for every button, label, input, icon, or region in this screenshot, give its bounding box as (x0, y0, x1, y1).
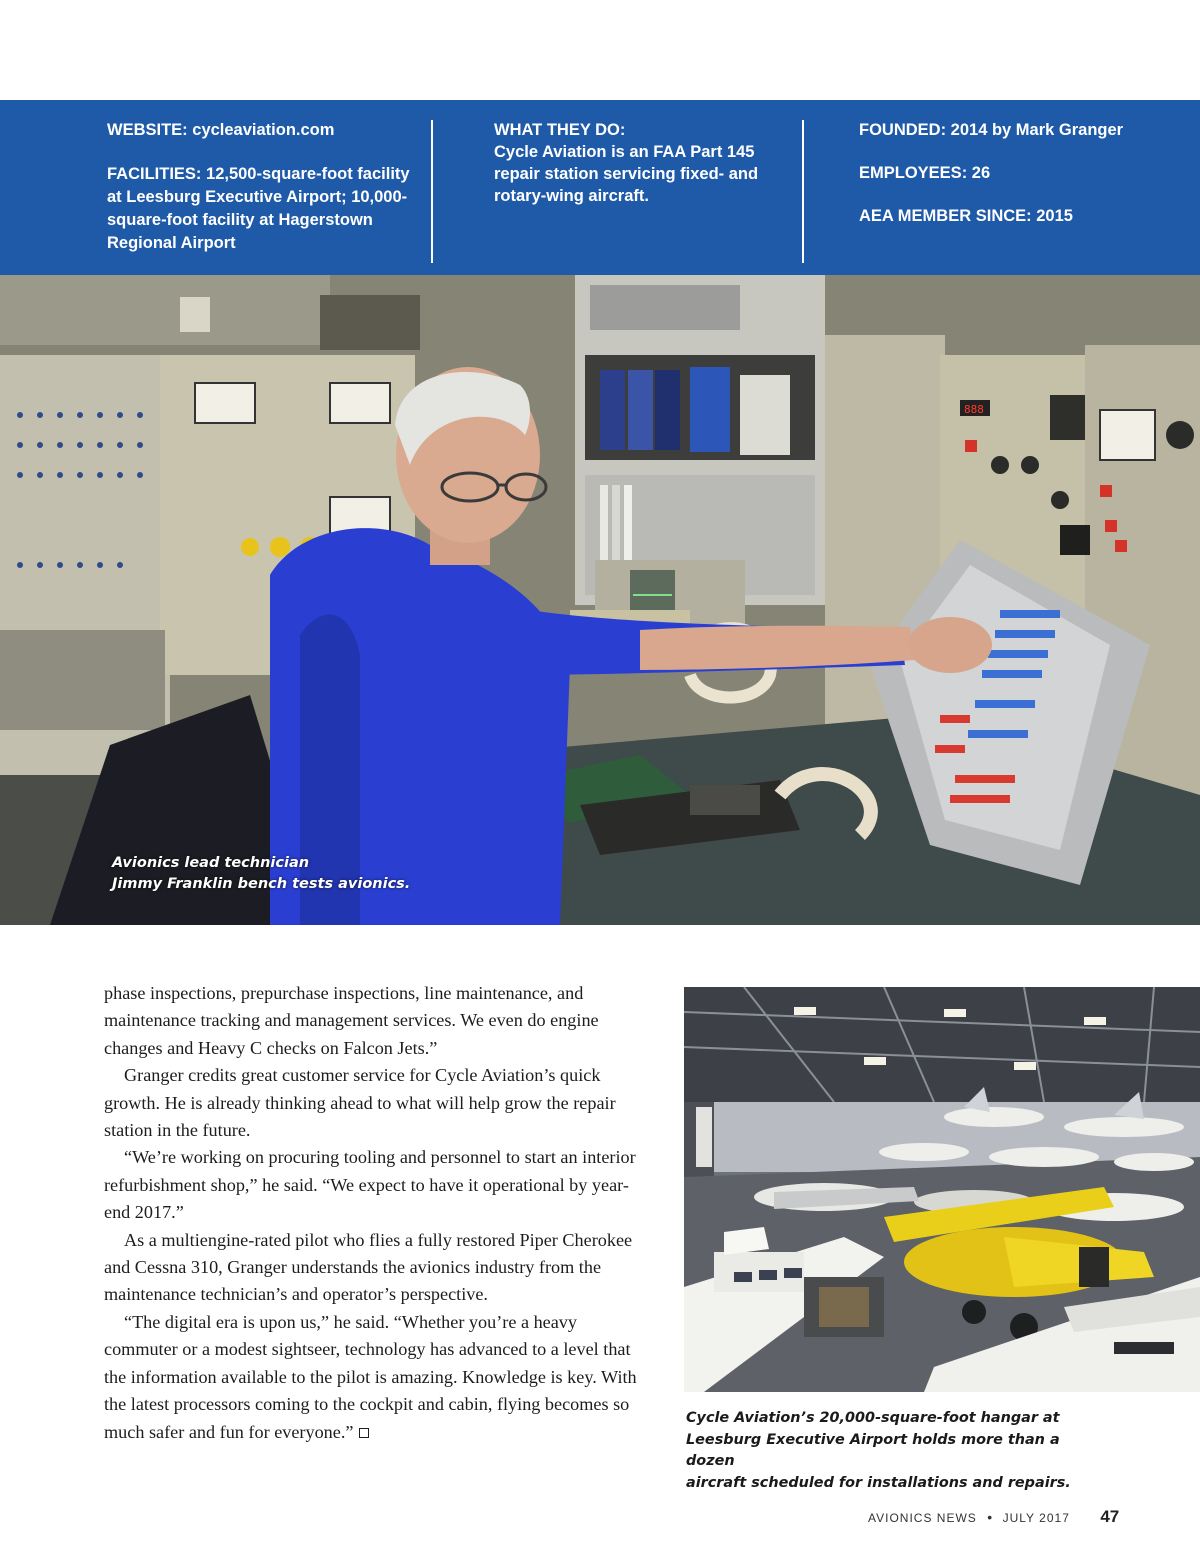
page-number: 47 (1100, 1507, 1120, 1526)
website-fact (107, 119, 417, 142)
hangar-photo (684, 987, 1200, 1392)
article-paragraph: As a multiengine-rated pilot who flies a fully restored Piper Cherokee and Cessna 310, Granger understands the avionics industry from the maintenance technician’s and operator’s perspective. (104, 1229, 633, 1305)
caption-line: Cycle Aviation’s 20,000-square-foot hangar at (686, 1410, 1060, 1426)
issue-date: JULY 2017 (1002, 1511, 1070, 1525)
caption-line: Avionics lead technician (112, 855, 310, 871)
member-fact (859, 205, 1179, 228)
column-divider (802, 120, 804, 263)
employees-value: 26 (971, 164, 991, 182)
what-they-do-label: WHAT THEY DO: (494, 121, 626, 139)
facilities-value: 12,500-square-foot facility at Leesburg Executive Airport; 10,000-square-foot facility at Hagerstown Regional Airport (107, 165, 410, 252)
article-paragraph-text: “The digital era is upon us,” he said. “Whether you’re a heavy commuter or a modest sightseer, technology has advanced to a level that the information available to the pilot is amazing. Knowledge is key. With the latest processors coming to the cockpit and cabin, flying becomes so much safer and fun for everyone.” (104, 1311, 637, 1442)
founded-value: 2014 by Mark Granger (950, 121, 1124, 139)
magazine-name: AVIONICS NEWS (868, 1511, 977, 1525)
footer-separator: • (987, 1509, 993, 1525)
column-divider (431, 120, 433, 263)
website-value: cycleaviation.com (192, 121, 335, 139)
employees-label: EMPLOYEES: (859, 164, 968, 182)
avionics-bench-photo (0, 275, 1200, 925)
caption-line: aircraft scheduled for installations and repairs. (686, 1474, 1071, 1491)
fact-column-2 (494, 119, 784, 207)
article-paragraph: Granger credits great customer service for Cycle Aviation’s quick growth. He is already thinking ahead to what will help grow the repair station in the future. (104, 1065, 616, 1141)
founded-label: FOUNDED: (859, 121, 947, 139)
facilities-fact (107, 163, 417, 255)
website-label: WEBSITE: (107, 121, 188, 139)
hangar-photo-caption (686, 1408, 1106, 1494)
article-paragraph-last (104, 1309, 644, 1446)
page-footer (868, 1507, 1119, 1529)
article-body (104, 980, 644, 1446)
caption-line: Leesburg Executive Airport holds more than a dozen (686, 1431, 1060, 1469)
svg-text:888: 888 (964, 403, 984, 416)
facilities-label: FACILITIES: (107, 165, 202, 183)
founded-fact (859, 119, 1179, 142)
fact-box (0, 100, 1200, 275)
end-of-story-icon (359, 1428, 369, 1438)
member-label: AEA MEMBER SINCE: (859, 207, 1032, 225)
article-paragraph: “We’re working on procuring tooling and personnel to start an interior refurbishment shop,” he said. “We expect to have it operational by year-end 2017.” (104, 1147, 636, 1223)
article-paragraph: phase inspections, prepurchase inspections, line maintenance, and maintenance tracking and management services. We even do engine changes and Heavy C checks on Falcon Jets.” (104, 983, 599, 1058)
caption-line: Jimmy Franklin bench tests avionics. (112, 876, 411, 892)
what-they-do-value: Cycle Aviation is an FAA Part 145 repair station servicing fixed- and rotary-wing aircraft. (494, 143, 759, 205)
employees-fact (859, 162, 1179, 185)
fact-column-1 (107, 119, 417, 255)
member-value: 2015 (1036, 207, 1073, 225)
main-photo-caption (112, 853, 442, 895)
fact-column-3 (859, 119, 1179, 228)
